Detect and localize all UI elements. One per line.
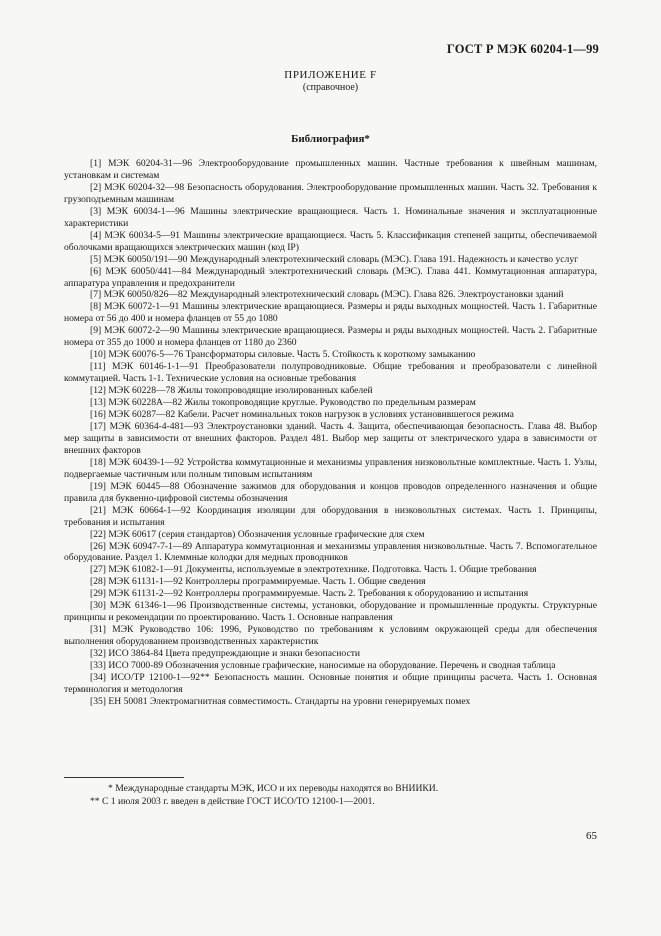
reference-item: [9] МЭК 60072-2—90 Машины электрические вращающиеся. Размеры и ряды выходных мощностей. Часть 2. Габаритные номера от 355 до 1000 и номера фланцев от 1180 до 2360 [64,325,597,349]
reference-item: [3] МЭК 60034-1—96 Машины электрические вращающиеся. Часть 1. Номинальные значения и эксплуатационные характеристики [64,205,597,229]
reference-item: [1] МЭК 60204-31—96 Электрооборудование промышленных машин. Частные требования к швейным машинам, установкам и системам [64,158,597,181]
page-header-standard: ГОСТ Р МЭК 60204-1—99 [446,42,599,56]
reference-item: [10] МЭК 60076-5—76 Трансформаторы силовые. Часть 5. Стойкость к короткому замыканию [90,349,476,361]
reference-item: [28] МЭК 61131-1—92 Контроллеры программируемые. Часть 1. Общие сведения [90,576,426,588]
appendix-title: ПРИЛОЖЕНИЕ F [284,69,377,81]
reference-item: [18] МЭК 60439-1—92 Устройства коммутационные и механизмы управления низковольтные комплектные. Часть 1. Узлы, подвергаемые частичным или полным типовым испытаниям [64,456,597,480]
reference-item: [5] МЭК 60050/191—90 Международный электротехнический словарь (МЭС). Глава 191. Надежность и качество услуг [90,253,579,265]
appendix-subtitle: (справочное) [302,82,359,93]
reference-item: [11] МЭК 60146-1-1—91 Преобразователи полупроводниковые. Общие требования и преобразователи с линейной коммутацией. Часть 1-1. Технические условия на основные требования [64,361,597,385]
reference-item: [30] МЭК 61346-1—96 Производственные системы, установки, оборудование и промышленные продукты. Структурные принципы и рекомендации по проектированию. Часть 1. Основные направления [64,600,597,624]
reference-item: [8] МЭК 60072-1—91 Машины электрические вращающиеся. Размеры и ряды выходных мощностей. Часть 1. Габаритные номера от 56 до 400 и номера фланцев от 55 до 1080 [64,301,597,325]
reference-item: [12] МЭК 60228—78 Жилы токопроводящие изолированных кабелей [90,385,373,397]
reference-item: [31] МЭК Руководство 106: 1996, Руководство по требованиям к условиям окружающей среды для обеспечения выполнения оборудованием производственных характеристик [64,624,597,648]
bibliography-title: Библиография* [291,133,370,145]
reference-item: [26] МЭК 60947-7-1—89 Аппаратура коммутационная и механизмы управления низковольтные. Часть 7. Вспомогательное оборудование. Раздел 1. Клеммные колодки для медных проводников [64,540,597,564]
reference-item: [6] МЭК 60050/441—84 Международный электротехнический словарь (МЭС). Глава 441. Коммутационная аппаратура, аппаратура управления и предохранители [64,265,597,289]
reference-item: [13] МЭК 60228А—82 Жилы токопроводящие круглые. Руководство по предельным размерам [90,397,476,409]
reference-item: [22] МЭК 60617 (серия стандартов) Обозначения условные графические для схем [90,528,425,540]
reference-item: [35] EH 50081 Электромагнитная совместимость. Стандарты на уровни генерируемых помех [90,695,471,707]
reference-item: [34] ИСО/TP 12100-1—92** Безопасность машин. Основные понятия и общие принципы расчета. Часть 1. Основная терминология и методология [64,671,597,695]
reference-item: [2] МЭК 60204-32—98 Безопасность оборудования. Электрооборудование промышленных машин. Часть 32. Требования к грузоподъемным машинам [64,181,597,205]
reference-item: [17] МЭК 60364-4-481—93 Электроустановки зданий. Часть 4. Защита, обеспечивающая безопасность. Глава 48. Выбор мер защиты в зависимости от внешних факторов. Раздел 481. Выбор мер защиты от электрического удара в зависимости от внешних факторов [64,420,597,456]
reference-item: [19] МЭК 60445—88 Обозначение зажимов для оборудования и концов проводов определенного назначения и общие правила для буквенно-цифровой системы обозначения [64,480,597,504]
bibliography-list [64,158,597,708]
footnote-divider [64,777,184,778]
reference-item: [21] МЭК 60664-1—92 Координация изоляции для оборудования в низковольтных системах. Часть 1. Принципы, требования и испытания [64,504,597,528]
footnote-item: ** С 1 июля 2003 г. введен в действие ГОСТ ИСО/ТО 12100-1—2001. [90,796,375,807]
reference-item: [7] МЭК 60050/826—82 Международный электротехнический словарь (МЭС). Глава 826. Электроустановки зданий [90,289,564,301]
page-number: 65 [586,830,597,842]
reference-item: [32] ИСО 3864-84 Цвета предупреждающие и знаки безопасности [90,648,361,660]
footnotes [64,782,597,808]
reference-item: [33] ИСО 7000-89 Обозначения условные графические, наносимые на оборудование. Перечень и сводная таблица [90,660,556,672]
reference-item: [27] МЭК 61082-1—91 Документы, используемые в электротехнике. Подготовка. Часть 1. Общие требования [90,564,537,576]
reference-item: [29] МЭК 61131-2—92 Контроллеры программируемые. Часть 2. Требования к оборудованию и испытания [90,588,529,600]
reference-item: [16] МЭК 60287—82 Кабели. Расчет номинальных токов нагрузок в условиях установившегося режима [90,409,514,421]
reference-item: [4] МЭК 60034-5—91 Машины электрические вращающиеся. Часть 5. Классификация степеней защиты, обеспечиваемой оболочками вращающихся электрических машин (код IP) [64,229,597,253]
footnote-item: * Международные стандарты МЭК, ИСО и их переводы находятся во ВНИИКИ. [108,783,439,794]
